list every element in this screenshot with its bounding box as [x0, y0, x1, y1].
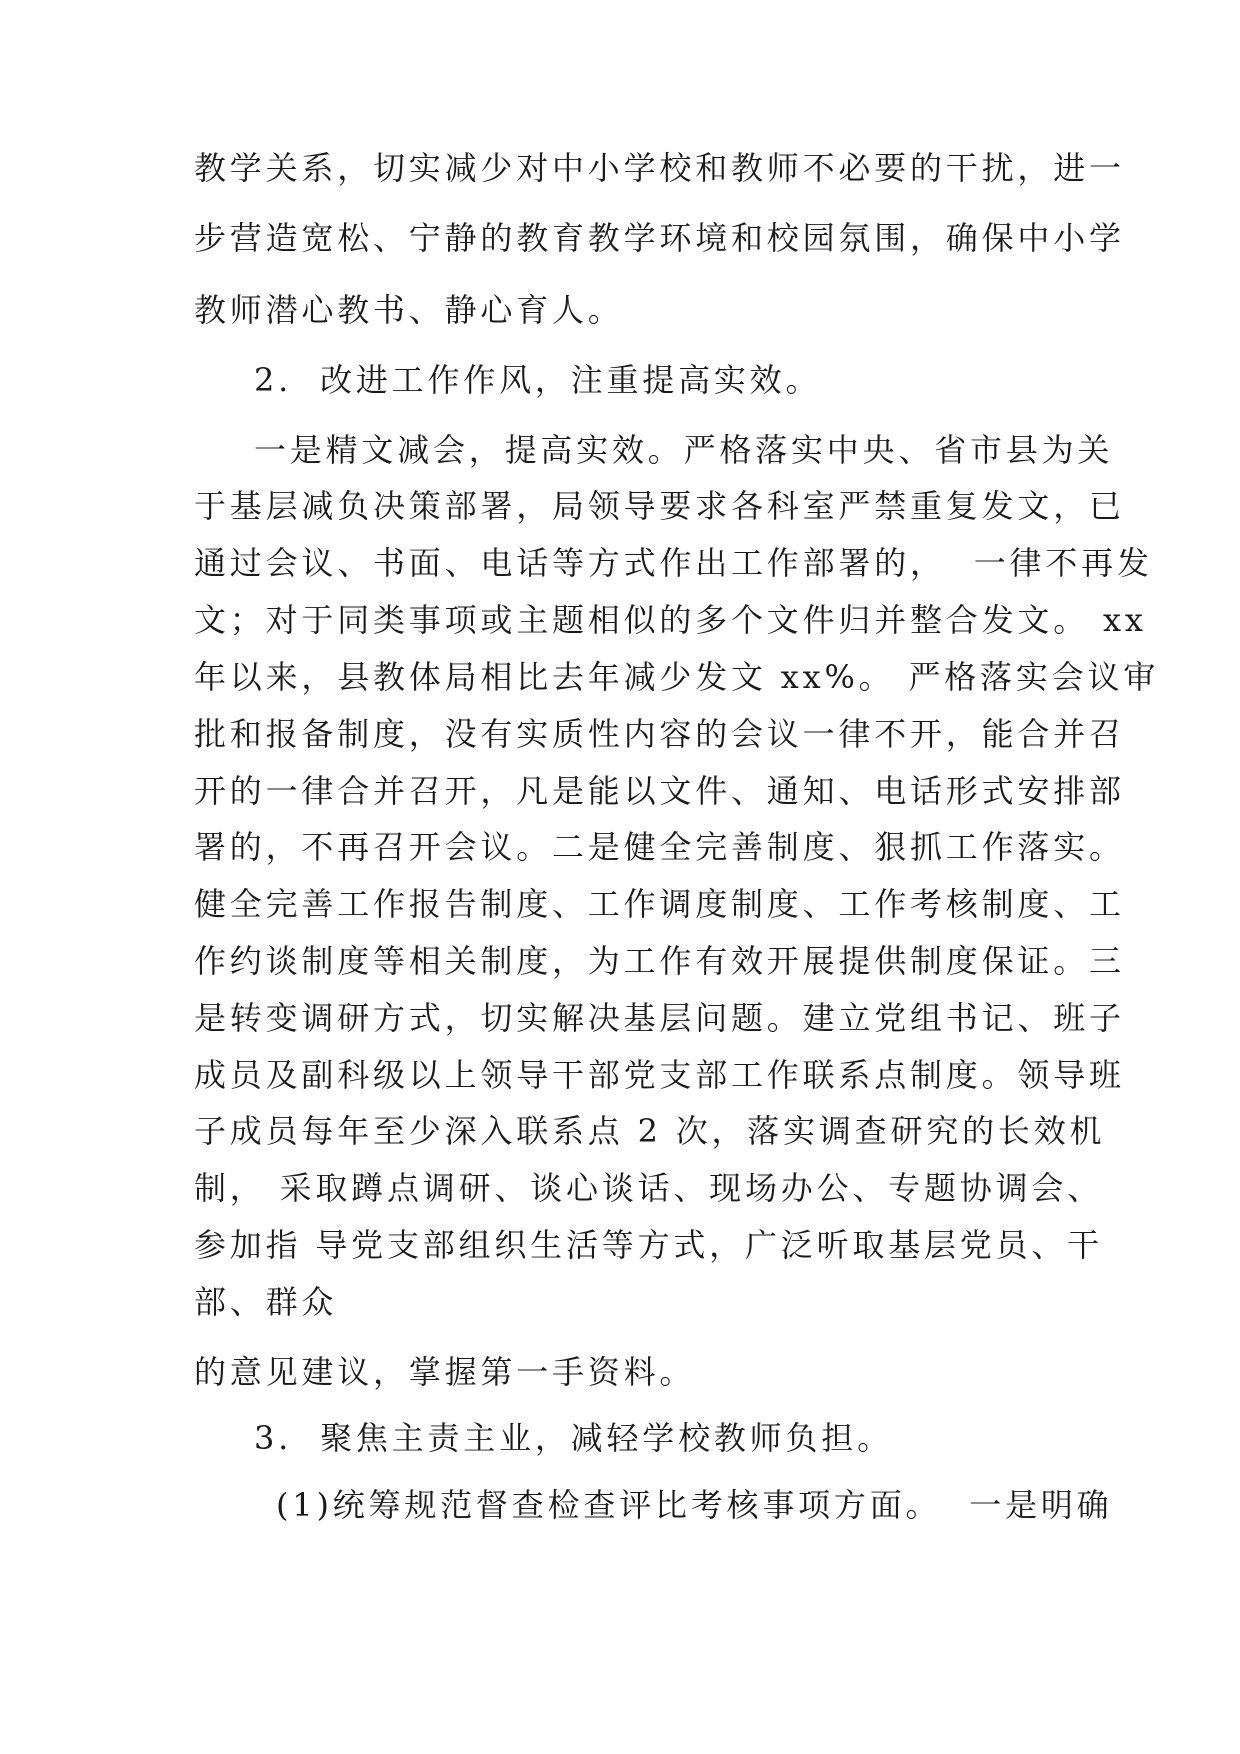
- text-line: 署的，不再召开会议。二是健全完善制度、狠抓工作落实。: [194, 828, 1125, 866]
- text-line: 开的一律合并召开，凡是能以文件、通知、电话形式安排部: [194, 772, 1125, 810]
- text-line: 是转变调研方式，切实解决基层问题。建立党组书记、班子: [194, 999, 1125, 1037]
- text-line: 参加指 导党支部组织生活等方式，广泛听取基层党员、干: [194, 1226, 1103, 1264]
- text-line: 作约谈制度等相关制度，为工作有效开展提供制度保证。三: [194, 942, 1125, 980]
- text-line: (1)统筹规范督查检查评比考核事项方面。 一是明确: [276, 1486, 1113, 1524]
- text-line: 制， 采取蹲点调研、谈心谈话、现场办公、专题协调会、: [194, 1169, 1103, 1207]
- section-heading: 3. 聚焦主责主业，减轻学校教师负担。: [254, 1419, 893, 1457]
- text-line: 教师潜心教书、静心育人。: [194, 291, 624, 329]
- text-line: 教学关系，切实减少对中小学校和教师不必要的干扰，进一: [194, 149, 1125, 187]
- text-line: 部、群众: [194, 1283, 338, 1321]
- text-line: 文；对于同类事项或主题相似的多个文件归并整合发文。 xx: [194, 601, 1147, 639]
- text-line: 批和报备制度，没有实质性内容的会议一律不开，能合并召: [194, 715, 1125, 753]
- text-line: 一是精文减会，提高实效。严格落实中央、省市县为关: [254, 431, 1114, 469]
- text-line: 子成员每年至少深入联系点 2 次，落实调查研究的长效机: [194, 1112, 1106, 1150]
- text-line: 成员及副科级以上领导干部党支部工作联系点制度。领导班: [194, 1056, 1125, 1094]
- text-line: 的意见建议，掌握第一手资料。: [194, 1353, 696, 1391]
- text-line: 健全完善工作报告制度、工作调度制度、工作考核制度、工: [194, 885, 1125, 923]
- text-line: 步营造宽松、宁静的教育教学环境和校园氛围，确保中小学: [194, 219, 1125, 257]
- section-heading: 2. 改进工作作风，注重提高实效。: [254, 361, 822, 399]
- text-line: 于基层减负决策部署，局领导要求各科室严禁重复发文，已: [194, 487, 1125, 525]
- text-line: 通过会议、书面、电话等方式作出工作部署的， 一律不再发: [194, 544, 1153, 582]
- text-line: 年以来，县教体局相比去年减少发文 xx%。 严格落实会议审: [194, 658, 1160, 696]
